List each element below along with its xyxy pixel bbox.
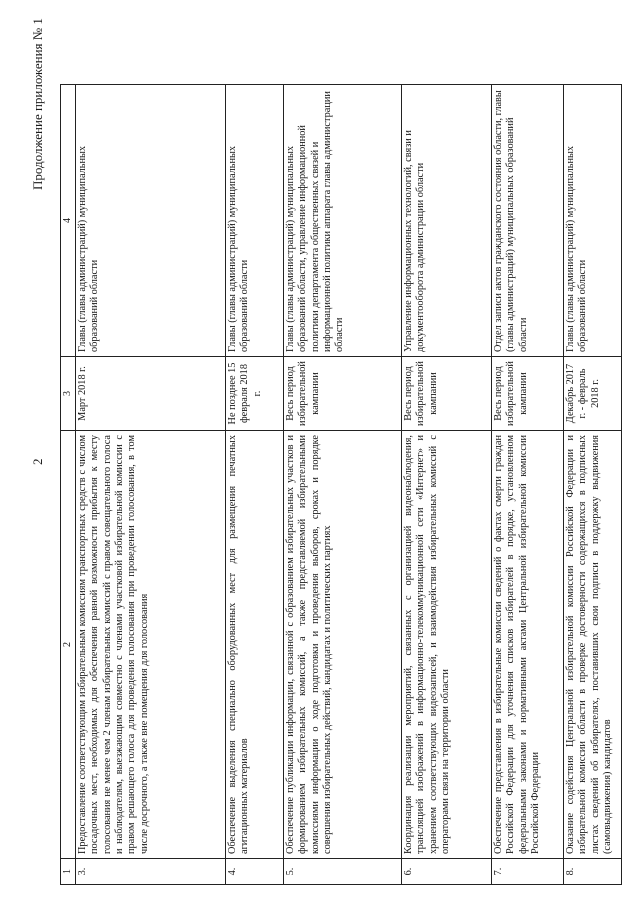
activity-cell: Координация реализации мероприятий, связанных с организацией видеонаблюдения, трансляцией изображений в информационно-телекоммуникационной сети «Интернет» и хранением соответствующих видеозаписей, и взаимодействия избирательных комиссий с операторами связи на территории области (402, 431, 492, 859)
row-number: 7. (492, 859, 564, 885)
deadline-cell: Весь период избирательной кампании (284, 357, 402, 431)
activities-table (60, 84, 622, 885)
table-row (564, 85, 622, 885)
table-row (76, 85, 226, 885)
header-cell: 1 (61, 859, 76, 885)
deadline-cell: Март 2018 г. (76, 357, 226, 431)
executor-cell: Главы (главы администраций) муниципальных образований области, управление информационной политики департамента общественных связей и информационной политики аппарата главы администрации области (284, 85, 402, 357)
executor-cell: Отдел записи актов гражданского состояния области, главы (главы администраций) муниципальных образований области (492, 85, 564, 357)
row-number: 6. (402, 859, 492, 885)
header-cell: 3 (61, 357, 76, 431)
row-number: 8. (564, 859, 622, 885)
deadline-cell: Весь период избирательной кампании (492, 357, 564, 431)
deadline-cell: Декабрь 2017 г. - февраль 2018 г. (564, 357, 622, 431)
deadline-cell: Не позднее 15 февраля 2018 г. (226, 357, 284, 431)
activity-cell: Обеспечение выделения специально оборудованных мест для размещения печатных агитационных материалов (226, 431, 284, 859)
row-number: 4. (226, 859, 284, 885)
row-number: 5. (284, 859, 402, 885)
table-header-row (61, 85, 76, 885)
table-row (402, 85, 492, 885)
executor-cell: Главы (главы администраций) муниципальных образований области (76, 85, 226, 357)
header-cell: 4 (61, 85, 76, 357)
activity-cell: Оказание содействия Центральной избирательной комиссии Российской Федерации и избирательной комиссии области в проверке достоверности содержащихся в подписных листах сведений об избирателях, поставивших свои подписи в поддержку выдвижения (самовыдвижения) кандидатов (564, 431, 622, 859)
header-cell: 2 (61, 431, 76, 859)
deadline-cell: Весь период избирательной кампании (402, 357, 492, 431)
activity-cell: Обеспечение представления в избирательные комиссии сведений о фактах смерти граждан Российской Федерации для уточнения списков избирателей в порядке, установленном федеральными законами и нормативными актами Центральной избирательной комиссии Российской Федерации (492, 431, 564, 859)
activity-cell: Предоставление соответствующим избирательным комиссиям транспортных средств с числом посадочных мест, необходимых для обеспечения равной возможности прибытия к месту голосования не менее чем 2 членам избирательных комиссий с правом совещательного голоса и наблюдателям, выезжающим совместно с членами участковой избирательной комиссии с правом решающего голоса для проведения голосования при проведении голосования, в том числе досрочного, а также вне помещения для голосования (76, 431, 226, 859)
executor-cell: Управление информационных технологий, связи и документооборота администрации области (402, 85, 492, 357)
table-row (284, 85, 402, 885)
appendix-label: Продолжение приложения № 1 (30, 18, 45, 190)
activity-cell: Обеспечение публикации информации, связанной с образованием избирательных участков и формированием избирательных комиссий, а также представляемой избирательными комиссиями информации о ходе подготовки и проведения выборов, сроках и порядке совершения избирательных действий, кандидатах и политических партиях (284, 431, 402, 859)
page-number: 2 (30, 458, 45, 465)
row-number: 3. (76, 859, 226, 885)
executor-cell: Главы (главы администраций) муниципальных образований области (226, 85, 284, 357)
executor-cell: Главы (главы администраций) муниципальных образований области (564, 85, 622, 357)
table-row (492, 85, 564, 885)
table-row (226, 85, 284, 885)
